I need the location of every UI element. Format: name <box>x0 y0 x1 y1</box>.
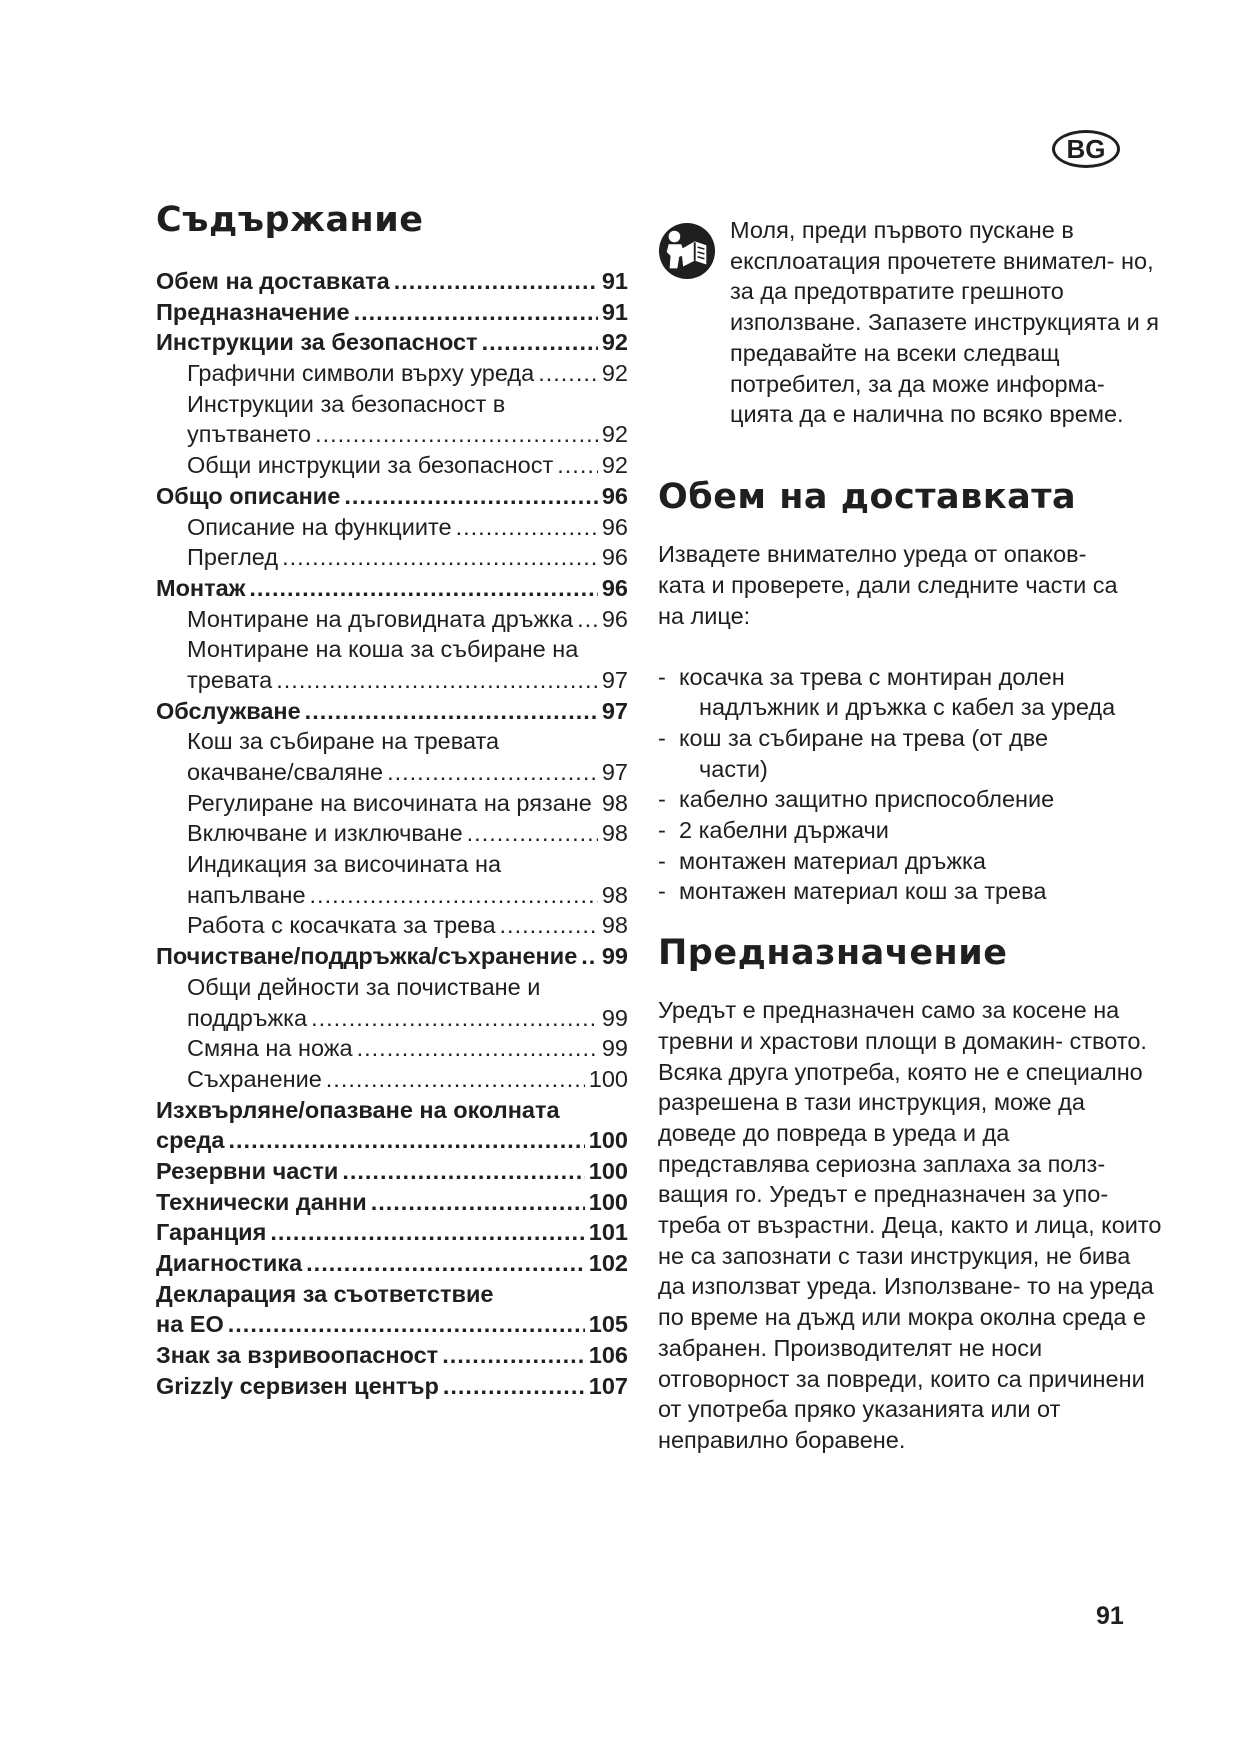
toc-entry-title: упътването <box>187 421 312 448</box>
toc-entry[interactable] <box>156 790 656 821</box>
delivery-item-text-continued: части) <box>699 755 768 782</box>
delivery-item-text: кош за събиране на трева (от две <box>679 724 1049 751</box>
toc-entry[interactable] <box>156 1219 656 1250</box>
toc-entry-page: 100 <box>588 1127 628 1154</box>
toc-leader-dots <box>311 1005 598 1032</box>
toc-entry-page: 92 <box>601 329 628 356</box>
purpose-title: Предназначение <box>658 933 1008 974</box>
toc-leader-dots <box>581 943 598 970</box>
toc-entry[interactable] <box>156 1005 656 1036</box>
toc-entry[interactable] <box>156 299 656 330</box>
bullet-dash: - <box>658 724 666 751</box>
toc-entry-title: Технически данни <box>156 1188 367 1215</box>
toc-entry-page: 100 <box>588 1065 628 1092</box>
toc-leader-dots <box>305 698 598 725</box>
delivery-item <box>658 815 1168 846</box>
page-number: 91 <box>1096 1602 1124 1630</box>
toc-entry-page: 98 <box>601 881 628 908</box>
toc-entry-page: 99 <box>601 1004 628 1031</box>
toc-entry[interactable] <box>156 1097 656 1128</box>
delivery-item-text: 2 кабелни държачи <box>679 817 889 844</box>
toc-entry-title: Знак за взривоопасност <box>156 1342 439 1369</box>
toc-entry-title: Монтиране на дъговидната дръжка <box>187 605 574 632</box>
toc-entry-page: 96 <box>601 574 628 601</box>
toc-entry[interactable] <box>156 329 656 360</box>
toc-leader-dots <box>387 759 598 786</box>
toc-entry[interactable] <box>156 974 656 1005</box>
toc-entry[interactable] <box>156 851 656 882</box>
toc-entry[interactable] <box>156 667 656 698</box>
toc-entry-title: Обем на доставката <box>156 268 390 294</box>
delivery-item <box>658 723 1168 784</box>
toc-leader-dots <box>538 360 598 387</box>
toc-entry-title: среда <box>156 1127 225 1154</box>
toc-entry-page: 97 <box>601 666 628 693</box>
delivery-list <box>658 662 1168 908</box>
toc-leader-dots <box>557 452 598 479</box>
toc-entry-title: напълване <box>187 881 306 908</box>
toc-entry[interactable] <box>156 1189 656 1220</box>
toc-entry-page: 96 <box>601 482 628 509</box>
toc-leader-dots <box>394 268 598 295</box>
toc-entry-title: Включване и изключване <box>187 820 463 847</box>
toc-leader-dots <box>342 1158 584 1185</box>
toc-entry-title: Индикация за височината на <box>187 851 502 878</box>
toc-entry-page: 96 <box>601 544 628 571</box>
toc-entry-page: 97 <box>601 759 628 785</box>
toc-entry-page: 97 <box>601 697 628 724</box>
bullet-dash: - <box>658 878 666 905</box>
toc-entry[interactable] <box>156 452 656 483</box>
toc-entry-title: на ЕО <box>156 1311 224 1338</box>
toc-entry-title: Смяна на ножа <box>187 1035 353 1062</box>
toc-entry-page: 102 <box>588 1250 628 1276</box>
delivery-title: Обем на доставката <box>658 477 1077 518</box>
toc-entry-page: 106 <box>588 1342 628 1369</box>
toc-leader-dots <box>310 882 598 909</box>
toc-entry[interactable] <box>156 1281 656 1312</box>
table-of-contents <box>156 200 656 1403</box>
toc-leader-dots <box>596 790 598 817</box>
toc-entry-page: 92 <box>601 421 628 448</box>
toc-entry-title: Резервни части <box>156 1157 339 1184</box>
toc-entry-page: 91 <box>601 298 628 325</box>
toc-entry[interactable] <box>156 1127 656 1158</box>
toc-entry-page: 96 <box>601 605 628 632</box>
toc-entry-title: окачване/сваляне <box>187 759 384 785</box>
toc-entry-page: 101 <box>588 1219 628 1246</box>
toc-entry[interactable] <box>156 728 656 759</box>
toc-entry[interactable] <box>156 943 656 974</box>
toc-entry[interactable] <box>156 575 656 606</box>
read-manual-icon <box>658 222 716 280</box>
toc-entry[interactable] <box>156 1035 656 1066</box>
toc-entry[interactable] <box>156 1342 656 1373</box>
toc-entry-page: 100 <box>588 1157 628 1184</box>
toc-entry-title: Инструкции за безопасност <box>156 329 478 356</box>
toc-leader-dots <box>249 575 597 602</box>
notice-text: Моля, преди първото пускане в експлоатация прочетете внимател- но, за да предотвратите грешното използване. Запазете инструкцията и я предавайте на всеки следващ потребител, за да може информа- цията да е налична по всяко време. <box>730 217 1160 428</box>
toc-entry-title: Гаранция <box>156 1219 267 1246</box>
delivery-item <box>658 784 1168 815</box>
toc-entry-title: поддръжка <box>187 1004 308 1031</box>
toc-entry[interactable] <box>156 421 656 452</box>
toc-entry-title: Изхвърляне/опазване на околната <box>156 1096 560 1123</box>
toc-entry-title: Преглед <box>187 544 279 571</box>
toc-entry-title: Grizzly сервизен център <box>156 1372 439 1399</box>
toc-leader-dots <box>482 329 598 356</box>
toc-entry-title: Регулиране на височината на рязане <box>187 789 592 816</box>
toc-entry[interactable] <box>156 1373 656 1404</box>
toc-entry-title: Обслужване <box>156 697 301 724</box>
toc-entry[interactable] <box>156 544 656 575</box>
toc-entry-title: Описание на функциите <box>187 513 452 540</box>
toc-entry[interactable] <box>156 268 656 299</box>
toc-entry-title: Съхранение <box>187 1065 322 1092</box>
toc-entry[interactable] <box>156 391 656 422</box>
toc-entry-page: 98 <box>601 820 628 847</box>
toc-entry-title: Предназначение <box>156 298 350 325</box>
toc-leader-dots <box>228 1311 585 1338</box>
toc-entry[interactable] <box>156 636 656 667</box>
toc-entry-page: 98 <box>601 912 628 939</box>
toc-entry-page: 99 <box>601 1035 628 1062</box>
right-column <box>658 200 1168 1456</box>
toc-leader-dots <box>456 514 598 541</box>
toc-entry-page: 98 <box>601 789 628 816</box>
toc-entry-title: Почистване/поддръжка/съхранение <box>156 943 578 970</box>
toc-leader-dots <box>500 912 598 939</box>
toc-entry-title: Графични символи върху уреда <box>187 360 535 387</box>
toc-entry-page: 107 <box>588 1372 628 1399</box>
toc-entry[interactable] <box>156 1066 656 1097</box>
toc-entry-title: Декларация за съответствие <box>156 1280 494 1307</box>
toc-entry-title: Общи дейности за почистване и <box>187 973 541 1000</box>
toc-leader-dots <box>467 820 598 847</box>
toc-entry[interactable] <box>156 759 656 790</box>
toc-leader-dots <box>371 1189 585 1216</box>
toc-entry-page: 92 <box>601 360 628 387</box>
toc-entry-page: 91 <box>601 268 628 294</box>
language-badge: BG <box>1052 130 1120 168</box>
toc-leader-dots <box>344 483 598 510</box>
toc-entry-page: 96 <box>601 513 628 540</box>
toc-entry[interactable] <box>156 1158 656 1189</box>
bullet-dash: - <box>658 847 666 874</box>
toc-entry-title: Общи инструкции за безопасност <box>187 452 554 479</box>
toc-leader-dots <box>326 1066 585 1093</box>
toc-title: Съдържание <box>156 200 424 240</box>
delivery-item-text: косачка за трева с монтиран долен <box>679 663 1065 690</box>
bullet-dash: - <box>658 786 666 813</box>
toc-leader-dots <box>357 1035 598 1062</box>
toc-entry-title: Работа с косачката за трева <box>187 912 496 939</box>
bullet-dash: - <box>658 817 666 844</box>
delivery-item-text: монтажен материал дръжка <box>679 847 986 874</box>
toc-entry-page: 99 <box>601 943 628 970</box>
toc-leader-dots <box>276 667 598 694</box>
toc-entry-page: 92 <box>601 452 628 479</box>
purpose-text: Уредът е предназначен само за косене на тревни и храстови площи в домакин- ството. Всяка друга употреба, която не е специално разрешена в тази инструкция, може да доведе до повреда в уреда и да представлява сериозна заплаха за полз- ващия го. Уредът е предназначен за упо- треба от възрастни. Деца, както и лица, които не са запознати с тази инструкция, не бива да използват уреда. Използване- то на уреда по време на дъжд или мокра околна среда е забранен. Производителят не носи отговорност за повреди, които са причинени от употреба пряко указанията или от неправилно боравене. <box>658 997 1162 1453</box>
delivery-item-text-continued: надлъжник и дръжка с кабел за уреда <box>699 694 1116 721</box>
toc-entry-title: тревата <box>187 666 273 693</box>
delivery-item <box>658 876 1168 907</box>
toc-entry[interactable] <box>156 698 656 729</box>
toc-entry[interactable] <box>156 514 656 545</box>
toc-entry[interactable] <box>156 1250 656 1281</box>
read-manual-notice <box>658 200 1168 453</box>
delivery-item-text: кабелно защитно приспособление <box>679 786 1055 813</box>
toc-entry[interactable] <box>156 882 656 913</box>
toc-leader-dots <box>306 1250 585 1277</box>
toc-list <box>156 268 656 1403</box>
toc-entry-page: 105 <box>588 1311 628 1338</box>
toc-leader-dots <box>577 606 598 633</box>
toc-leader-dots <box>442 1342 585 1369</box>
toc-leader-dots <box>270 1219 584 1246</box>
toc-leader-dots <box>354 299 598 326</box>
toc-entry[interactable] <box>156 606 656 637</box>
toc-entry-title: Монтиране на коша за събиране на <box>187 636 579 663</box>
delivery-intro: Извадете внимателно уреда от опаков- ката и проверете, дали следните части са на лице: <box>658 541 1118 629</box>
toc-entry[interactable] <box>156 820 656 851</box>
toc-leader-dots <box>315 421 598 448</box>
toc-entry[interactable] <box>156 483 656 514</box>
toc-entry-title: Кош за събиране на тревата <box>187 728 500 755</box>
toc-leader-dots <box>282 544 598 571</box>
bullet-dash: - <box>658 663 666 690</box>
toc-leader-dots <box>443 1373 585 1400</box>
toc-entry-title: Общо описание <box>156 482 341 509</box>
delivery-item-text: монтажен материал кош за трева <box>679 878 1047 905</box>
toc-entry[interactable] <box>156 360 656 391</box>
toc-entry-page: 100 <box>588 1188 628 1215</box>
toc-entry-title: Монтаж <box>156 574 246 601</box>
toc-entry-title: Диагностика <box>156 1250 303 1276</box>
toc-entry[interactable] <box>156 1311 656 1342</box>
delivery-item <box>658 662 1168 723</box>
delivery-item <box>658 846 1168 877</box>
toc-entry[interactable] <box>156 912 656 943</box>
toc-entry-title: Инструкции за безопасност в <box>187 390 506 417</box>
toc-leader-dots <box>228 1127 584 1154</box>
